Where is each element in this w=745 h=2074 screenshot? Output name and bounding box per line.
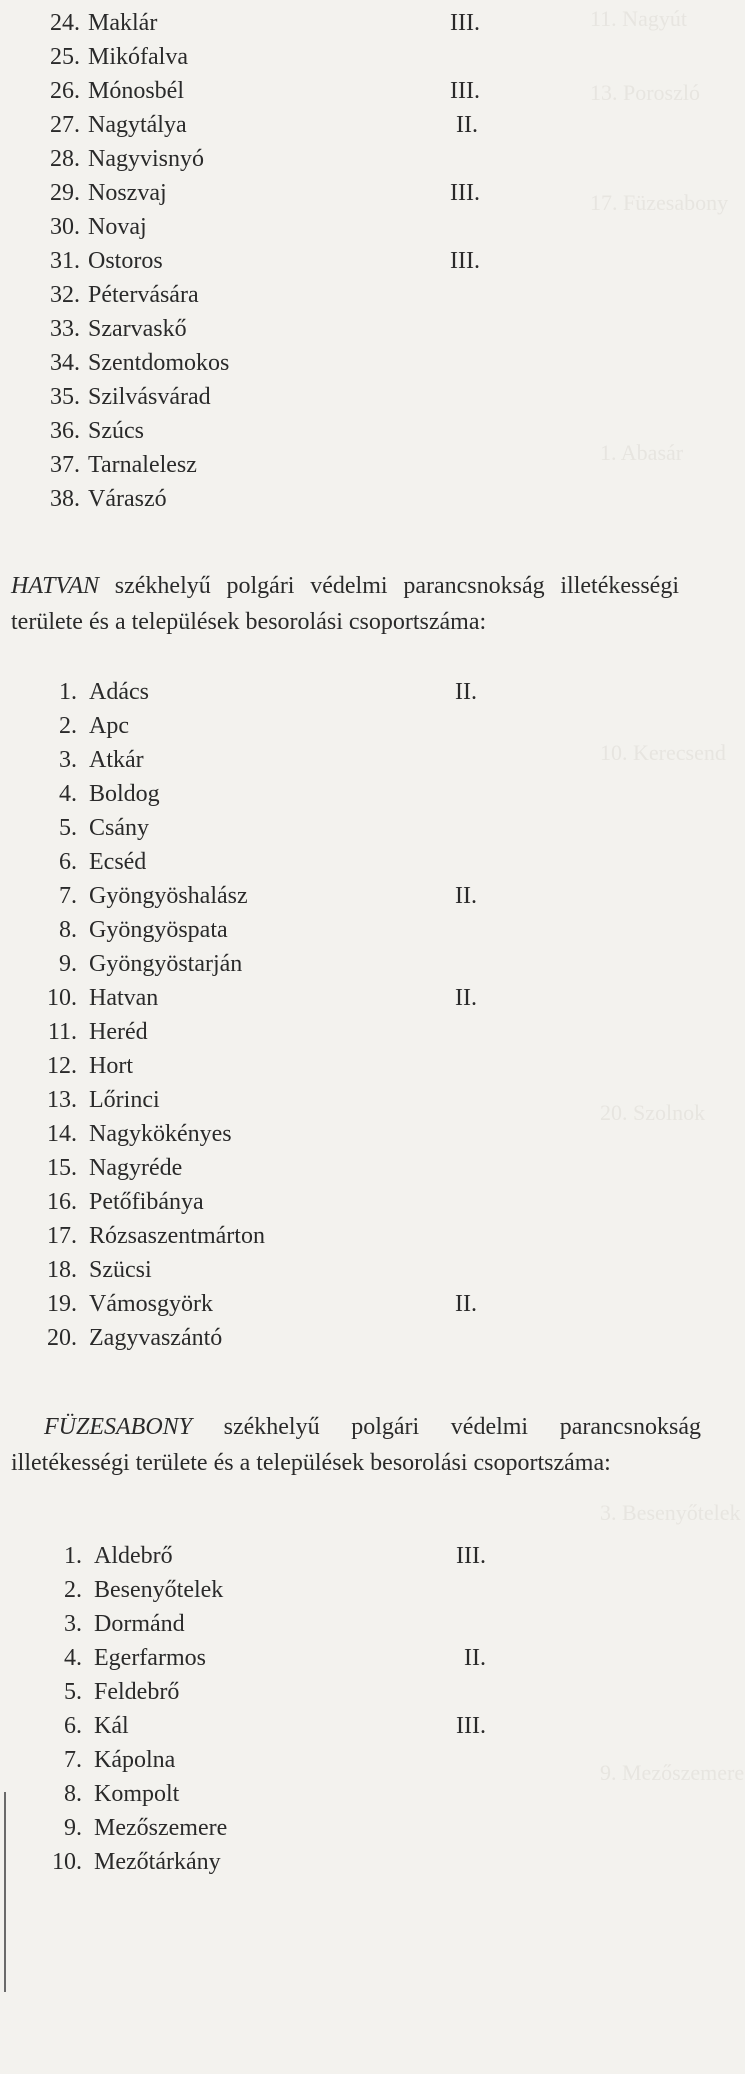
item-name: Atkár	[89, 747, 144, 773]
item-number: 24.	[50, 10, 80, 36]
list-item	[40, 380, 640, 414]
list-item	[37, 1287, 637, 1321]
list-item	[40, 176, 640, 210]
list-item	[37, 675, 637, 709]
item-name: Szarvaskő	[88, 316, 187, 342]
list-item	[42, 1777, 642, 1811]
settlement-list-hatvan	[37, 675, 637, 1355]
item-number: 5.	[64, 1679, 82, 1705]
list-item	[37, 709, 637, 743]
item-number: 28.	[50, 146, 80, 172]
item-name: Novaj	[88, 214, 147, 240]
item-number: 15.	[47, 1155, 77, 1181]
item-name: Hatvan	[89, 985, 159, 1011]
item-number: 29.	[50, 180, 80, 206]
item-number: 4.	[64, 1645, 82, 1671]
list-item	[40, 40, 640, 74]
item-group: III.	[450, 248, 480, 274]
list-item	[37, 879, 637, 913]
item-number: 35.	[50, 384, 80, 410]
section-heading-fuzesabony	[11, 1409, 701, 1481]
list-item	[42, 1607, 642, 1641]
item-name: Maklár	[88, 10, 158, 36]
show-through-text: 3. Besenyőtelek	[600, 1500, 741, 1525]
item-name: Rózsaszentmárton	[89, 1223, 265, 1249]
show-through-text: 9. Mezőszemere	[600, 1760, 745, 1785]
list-item	[42, 1845, 642, 1879]
item-number: 5.	[59, 815, 77, 841]
item-name: Kál	[94, 1713, 129, 1739]
list-item	[40, 312, 640, 346]
list-item	[40, 346, 640, 380]
item-name: Pétervására	[88, 282, 199, 308]
list-item	[37, 1117, 637, 1151]
heading-text: székhelyű polgári védelmi parancsnokság illetékességi területe és a települések besorolási csoportszáma:	[11, 1414, 701, 1476]
list-item	[37, 981, 637, 1015]
item-number: 1.	[59, 679, 77, 705]
list-item	[37, 1151, 637, 1185]
item-number: 30.	[50, 214, 80, 240]
item-number: 17.	[47, 1223, 77, 1249]
list-item	[37, 1219, 637, 1253]
item-name: Kompolt	[94, 1781, 180, 1807]
item-group: II.	[455, 883, 477, 909]
list-item	[37, 947, 637, 981]
item-name: Nagytálya	[88, 112, 187, 138]
item-name: Nagyvisnyó	[88, 146, 204, 172]
item-number: 6.	[59, 849, 77, 875]
show-through-text: 20. Szolnok	[600, 1100, 706, 1125]
list-item	[37, 1185, 637, 1219]
list-item	[40, 142, 640, 176]
item-name: Heréd	[89, 1019, 148, 1045]
list-item	[42, 1811, 642, 1845]
item-number: 11.	[47, 1019, 77, 1045]
item-number: 4.	[59, 781, 77, 807]
item-name: Mezőszemere	[94, 1815, 228, 1841]
show-through-text: 17. Füzesabony	[590, 190, 729, 215]
item-name: Ecséd	[89, 849, 147, 875]
show-through-text: 13. Poroszló	[590, 80, 700, 105]
list-item	[37, 1015, 637, 1049]
list-item	[37, 1253, 637, 1287]
item-name: Gyöngyöspata	[89, 917, 228, 943]
item-number: 3.	[64, 1611, 82, 1637]
list-item	[40, 6, 640, 40]
settlement-list-fuzesabony	[42, 1539, 642, 1879]
list-item	[42, 1573, 642, 1607]
item-name: Noszvaj	[88, 180, 167, 206]
item-number: 34.	[50, 350, 80, 376]
item-number: 32.	[50, 282, 80, 308]
item-name: Mezőtárkány	[94, 1849, 221, 1875]
item-group: II.	[464, 1645, 486, 1671]
list-item	[40, 278, 640, 312]
item-number: 9.	[59, 951, 77, 977]
item-name: Nagyréde	[89, 1155, 183, 1181]
item-name: Szilvásvárad	[88, 384, 211, 410]
item-name: Apc	[89, 713, 129, 739]
list-item	[42, 1743, 642, 1777]
item-name: Szücsi	[89, 1257, 152, 1283]
item-number: 14.	[47, 1121, 77, 1147]
item-name: Szúcs	[88, 418, 144, 444]
item-group: III.	[450, 78, 480, 104]
settlement-list-top	[40, 6, 640, 516]
list-item	[40, 74, 640, 108]
show-through-text: 10. Kerecsend	[600, 740, 726, 765]
item-number: 2.	[64, 1577, 82, 1603]
item-number: 26.	[50, 78, 80, 104]
item-number: 25.	[50, 44, 80, 70]
item-number: 18.	[47, 1257, 77, 1283]
list-item	[37, 1321, 637, 1355]
list-item	[37, 811, 637, 845]
list-item	[37, 743, 637, 777]
item-name: Petőfibánya	[89, 1189, 204, 1215]
list-item	[37, 777, 637, 811]
list-item	[42, 1675, 642, 1709]
item-name: Csány	[89, 815, 149, 841]
item-number: 7.	[64, 1747, 82, 1773]
show-through-text: 1. Abasár	[600, 440, 684, 465]
item-number: 6.	[64, 1713, 82, 1739]
item-number: 2.	[59, 713, 77, 739]
heading-city: HATVAN	[11, 573, 99, 599]
item-name: Hort	[89, 1053, 133, 1079]
item-number: 20.	[47, 1325, 77, 1351]
item-number: 10.	[47, 985, 77, 1011]
item-number: 12.	[47, 1053, 77, 1079]
item-number: 31.	[50, 248, 80, 274]
list-item	[42, 1641, 642, 1675]
item-name: Besenyőtelek	[94, 1577, 224, 1603]
item-name: Gyöngyöshalász	[89, 883, 248, 909]
list-item	[37, 1083, 637, 1117]
list-item	[42, 1709, 642, 1743]
section-heading-hatvan	[11, 568, 679, 640]
list-item	[42, 1539, 642, 1573]
heading-city: FÜZESABONY	[44, 1414, 193, 1440]
item-name: Mónosbél	[88, 78, 184, 104]
item-number: 19.	[47, 1291, 77, 1317]
item-name: Váraszó	[88, 486, 167, 512]
list-item	[40, 244, 640, 278]
item-name: Boldog	[89, 781, 160, 807]
item-name: Egerfarmos	[94, 1645, 206, 1671]
item-name: Kápolna	[94, 1747, 176, 1773]
item-number: 9.	[64, 1815, 82, 1841]
show-through-text: 11. Nagyút	[590, 6, 687, 31]
list-item	[40, 448, 640, 482]
list-item	[40, 108, 640, 142]
item-name: Mikófalva	[88, 44, 188, 70]
item-group: III.	[456, 1543, 486, 1569]
list-item	[40, 482, 640, 516]
item-number: 37.	[50, 452, 80, 478]
item-name: Szentdomokos	[88, 350, 230, 376]
item-number: 8.	[59, 917, 77, 943]
item-number: 7.	[59, 883, 77, 909]
item-name: Adács	[89, 679, 149, 705]
item-name: Gyöngyöstarján	[89, 951, 243, 977]
item-name: Nagykökényes	[89, 1121, 232, 1147]
item-name: Tarnalelesz	[88, 452, 197, 478]
item-number: 36.	[50, 418, 80, 444]
item-name: Vámosgyörk	[89, 1291, 213, 1317]
item-group: II.	[455, 679, 477, 705]
item-group: II.	[455, 985, 477, 1011]
item-name: Zagyvaszántó	[89, 1325, 223, 1351]
item-number: 1.	[64, 1543, 82, 1569]
item-number: 38.	[50, 486, 80, 512]
item-group: II.	[456, 112, 478, 138]
list-item	[37, 845, 637, 879]
item-group: III.	[450, 10, 480, 36]
item-name: Lőrinci	[89, 1087, 160, 1113]
item-number: 16.	[47, 1189, 77, 1215]
heading-text: székhelyű polgári védelmi parancsnokság illetékességi területe és a települések besorolási csoportszáma:	[11, 573, 679, 635]
item-number: 13.	[47, 1087, 77, 1113]
item-number: 27.	[50, 112, 80, 138]
list-item	[40, 210, 640, 244]
item-group: III.	[456, 1713, 486, 1739]
page-margin-line	[4, 1792, 6, 1992]
list-item	[37, 913, 637, 947]
list-item	[37, 1049, 637, 1083]
item-group: III.	[450, 180, 480, 206]
item-number: 3.	[59, 747, 77, 773]
item-name: Aldebrő	[94, 1543, 173, 1569]
item-name: Feldebrő	[94, 1679, 180, 1705]
item-name: Dormánd	[94, 1611, 185, 1637]
item-name: Ostoros	[88, 248, 163, 274]
item-number: 10.	[52, 1849, 82, 1875]
item-number: 33.	[50, 316, 80, 342]
item-number: 8.	[64, 1781, 82, 1807]
item-group: II.	[455, 1291, 477, 1317]
list-item	[40, 414, 640, 448]
